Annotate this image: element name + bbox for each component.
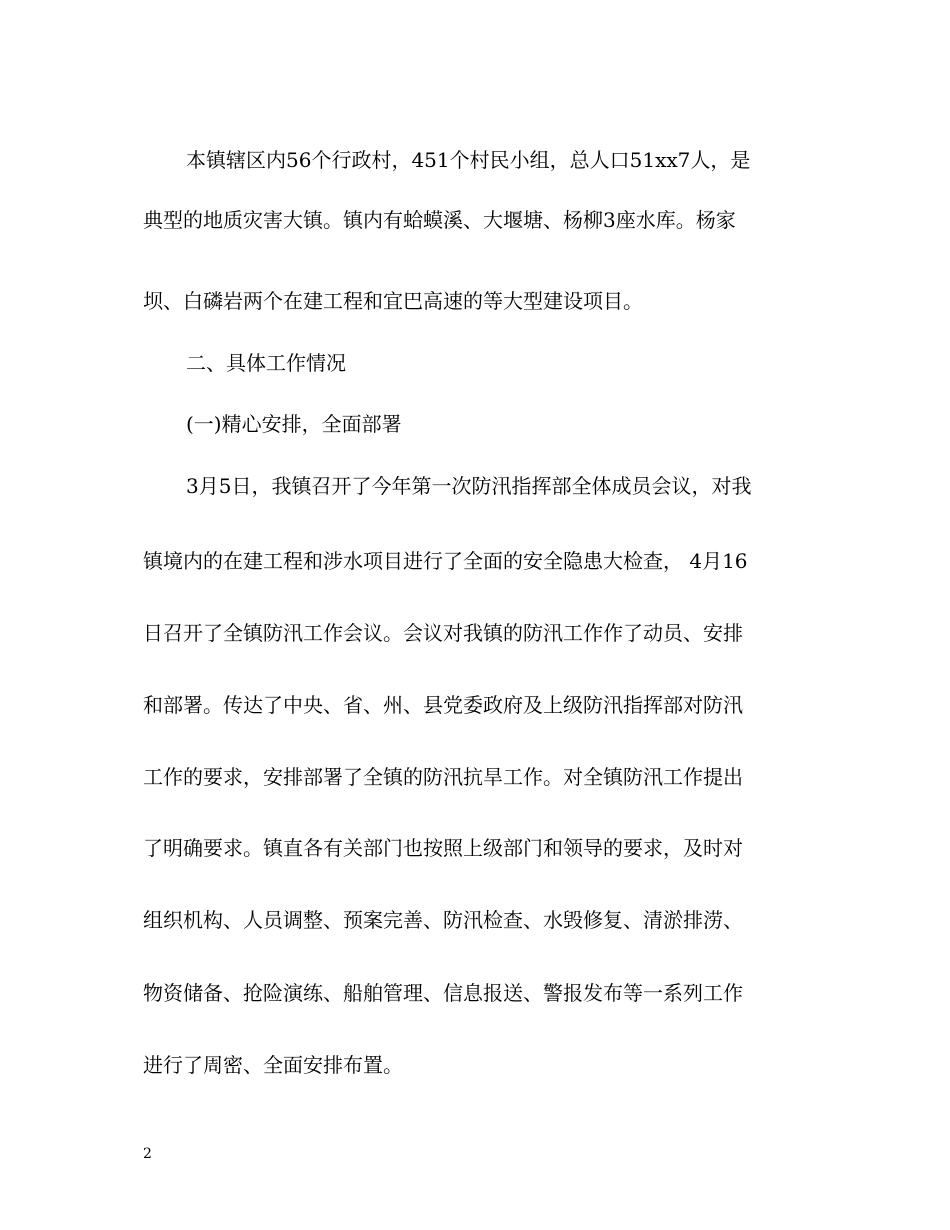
paragraph-line: 镇境内的在建工程和涉水项目进行了全面的安全隐患大检查， 4月16 (143, 549, 748, 573)
paragraph-line: 进行了周密、全面安排布置。 (143, 1053, 403, 1077)
section-heading: 二、具体工作情况 (186, 351, 346, 375)
paragraph-line: 日召开了全镇防汛工作会议。会议对我镇的防汛工作作了动员、安排 (143, 621, 743, 645)
paragraph-line: 本镇辖区内56个行政村，451个村民小组，总人口51xx7人，是 (186, 148, 751, 172)
paragraph-line: 组织机构、人员调整、预案完善、防汛检查、水毁修复、清淤排涝、 (143, 908, 743, 932)
page-number: 2 (143, 1146, 152, 1162)
subsection-heading: (一)精心安排，全面部署 (186, 412, 402, 436)
paragraph-line: 3月5日，我镇召开了今年第一次防汛指挥部全体成员会议，对我 (186, 474, 752, 498)
paragraph-line: 物资储备、抢险演练、船舶管理、信息报送、警报发布等一系列工作 (143, 981, 743, 1005)
paragraph-line: 工作的要求，安排部署了全镇的防汛抗旱工作。对全镇防汛工作提出 (143, 765, 743, 789)
paragraph-line: 了明确要求。镇直各有关部门也按照上级部门和领导的要求，及时对 (143, 836, 743, 860)
paragraph-line: 坝、白磷岩两个在建工程和宜巴高速的等大型建设项目。 (143, 289, 643, 313)
paragraph-line: 典型的地质灾害大镇。镇内有蛤蟆溪、大堰塘、杨柳3座水库。杨家 (143, 208, 736, 232)
paragraph-line: 和部署。传达了中央、省、州、县党委政府及上级防汛指挥部对防汛 (143, 693, 743, 717)
